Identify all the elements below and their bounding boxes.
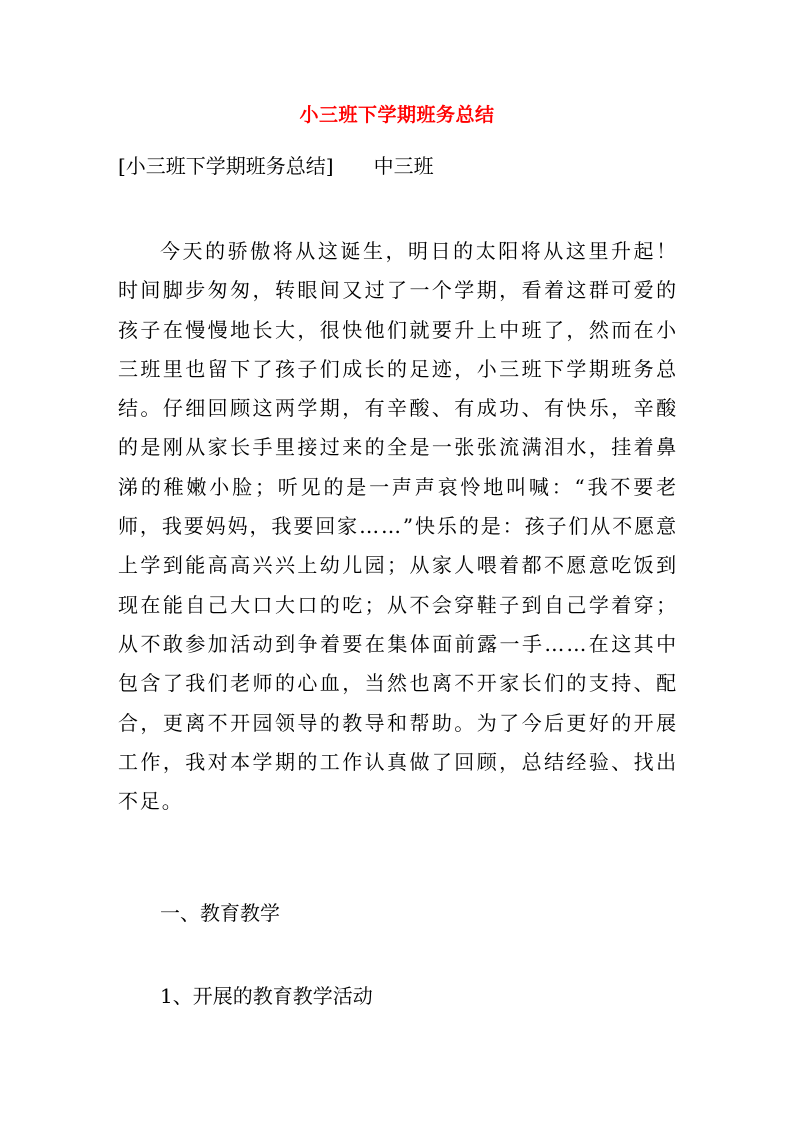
document-subtitle: [小三班下学期班务总结] 中三班 (118, 154, 434, 178)
section-heading: 一、教育教学 (160, 901, 280, 925)
document-title: 小三班下学期班务总结 (299, 104, 495, 126)
sub-heading: 1、开展的教育教学活动 (160, 984, 373, 1008)
intro-paragraph: 今天的骄傲将从这诞生，明日的太阳将从这里升起！时间脚步匆匆，转眼间又过了一个学期，看着这群可爱的孩子在慢慢地长大，很快他们就要升上中班了，然而在小三班里也留下了孩子们成长的足迹，小三班下学期班务总结。仔细回顾这两学期，有辛酸、有成功、有快乐，辛酸的是刚从家长手里接过来的全是一张张流满泪水，挂着鼻涕的稚嫩小脸；听见的是一声声哀怜地叫喊：“我不要老师，我要妈妈，我要回家……”快乐的是：孩子们从不愿意上学到能高高兴兴上幼儿园；从家人喂着都不愿意吃饭到现在能自己大口大口的吃；从不会穿鞋子到自己学着穿；从不敢参加活动到争着要在集体面前露一手……在这其中包含了我们老师的心血，当然也离不开家长们的支持、配合，更离不开园领导的教导和帮助。为了今后更好的开展工作，我对本学期的工作认真做了回顾，总结经验、找出不足。 (118, 239, 678, 814)
